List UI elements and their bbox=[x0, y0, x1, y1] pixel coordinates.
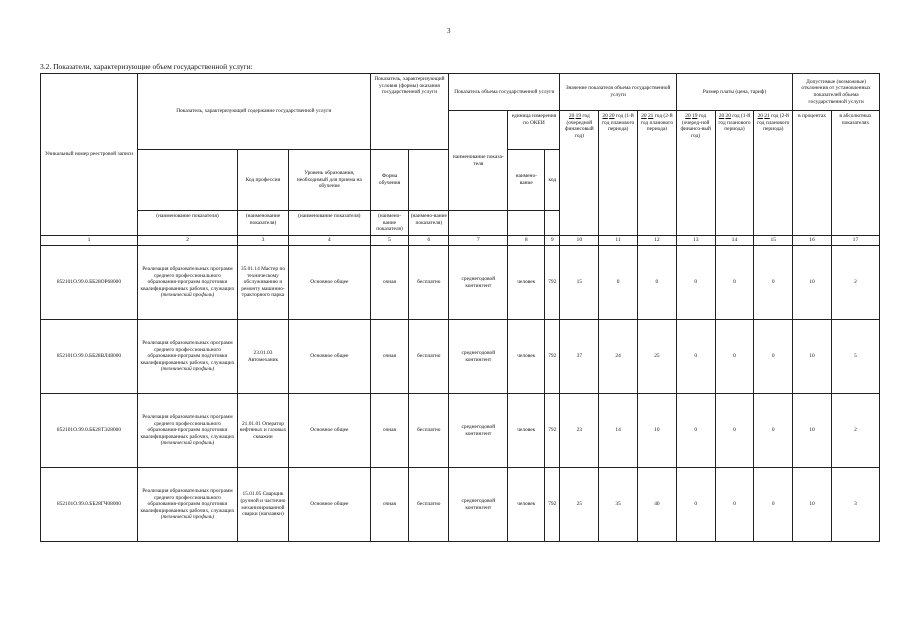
column-number: 1 bbox=[41, 236, 138, 246]
program-note: (технический профиль) bbox=[160, 366, 215, 373]
header-unit-code: код bbox=[545, 150, 560, 211]
payment-year-3: 0 bbox=[754, 394, 793, 468]
profession-code: 23.01.03 Автомеханик bbox=[237, 320, 288, 394]
indicator-name: среднегодовой контингент bbox=[449, 394, 508, 468]
payment-year-2: 0 bbox=[715, 468, 754, 542]
value-year-3: 40 bbox=[638, 468, 677, 542]
column-number: 3 bbox=[237, 236, 288, 246]
year2-value: 20 bbox=[609, 113, 615, 119]
column-number: 10 bbox=[560, 236, 599, 246]
header-volume-indicator: Показатель объема государственной услуги bbox=[449, 74, 560, 111]
value-year-2: 14 bbox=[599, 394, 638, 468]
column-number: 6 bbox=[409, 236, 449, 246]
cost-type: бесплатно bbox=[409, 246, 449, 320]
column-number: 5 bbox=[370, 236, 409, 246]
program-note: (технический профиль) bbox=[160, 440, 215, 447]
column-number: 7 bbox=[449, 236, 508, 246]
payment-year-1: 0 bbox=[676, 246, 715, 320]
education-level: Основное общее bbox=[288, 468, 370, 542]
pay3-prefix: 20 bbox=[757, 113, 763, 119]
volume-indicators-table bbox=[40, 73, 880, 542]
header-pay-3 bbox=[754, 111, 793, 236]
header-education-level: Уровень образования, необходимый для приема на обучение bbox=[288, 150, 370, 211]
profession-code: 21.01.01 Оператор нефтяных и газовых скважин bbox=[237, 394, 288, 468]
program-text: Реализация образовательных программ среднего профессионального образования-программ подготовки квалифицированных рабочих, служащих bbox=[140, 340, 235, 366]
table-row bbox=[41, 468, 880, 542]
table-row bbox=[41, 246, 880, 320]
value-year-3: 0 bbox=[638, 246, 677, 320]
pay1-suffix: год (очеред-ной финансо-вый год) bbox=[680, 113, 711, 139]
deviation-absolute: 5 bbox=[831, 320, 879, 394]
pay3-value: 21 bbox=[764, 113, 770, 119]
unit-code: 792 bbox=[545, 320, 560, 394]
program-text: Реализация образовательных программ среднего профессионального образования-программ подготовки квалифицированных рабочих, служащих bbox=[140, 488, 235, 514]
registry-number: 852101О.99.0.ББ28ТЭ28000 bbox=[41, 394, 138, 468]
profession-code: 35.01.14 Мастер по техническому обслуживанию и ремонту машинно-тракторного парка bbox=[237, 246, 288, 320]
payment-year-2: 0 bbox=[715, 394, 754, 468]
column-number: 16 bbox=[793, 236, 832, 246]
column-numbers-row bbox=[41, 236, 880, 246]
payment-year-2: 0 bbox=[715, 320, 754, 394]
label-name-of-indicator: (наимено-вание показателя) bbox=[409, 211, 449, 236]
deviation-percent: 10 bbox=[793, 320, 832, 394]
header-year-3 bbox=[638, 111, 677, 236]
value-year-2: 35 bbox=[599, 468, 638, 542]
pay2-prefix: 20 bbox=[718, 113, 725, 119]
profession-code: 15.01.05 Сварщик (ручной и частично механизированной сварки (наплавки) bbox=[237, 468, 288, 542]
unit-name: человек bbox=[508, 394, 545, 468]
cost-type: бесплатно bbox=[409, 394, 449, 468]
value-year-1: 25 bbox=[560, 468, 599, 542]
header-empty-cell bbox=[508, 211, 545, 236]
payment-year-2: 0 bbox=[715, 246, 754, 320]
unit-code: 792 bbox=[545, 246, 560, 320]
pay3-suffix: год (2-й год планового периода) bbox=[757, 113, 790, 133]
header-in-absolute: в абсолютных показателях bbox=[831, 111, 879, 236]
year3-suffix: год (2-й год планового периода) bbox=[640, 113, 674, 133]
page-number: 3 bbox=[447, 27, 451, 35]
column-number: 8 bbox=[508, 236, 545, 246]
column-number: 12 bbox=[638, 236, 677, 246]
header-year-1 bbox=[560, 111, 599, 236]
deviation-percent: 10 bbox=[793, 394, 832, 468]
year1-value: 19 bbox=[575, 113, 582, 119]
unit-name: человек bbox=[508, 320, 545, 394]
education-level: Основное общее bbox=[288, 394, 370, 468]
deviation-absolute: 2 bbox=[831, 394, 879, 468]
column-number: 17 bbox=[831, 236, 879, 246]
registry-number: 852101О.99.0.ББ28ГЧ08000 bbox=[41, 468, 138, 542]
column-number: 4 bbox=[288, 236, 370, 246]
header-volume-values: Значение показателя объема государственной услуги bbox=[560, 74, 676, 111]
header-payment-size: Размер платы (цена, тариф) bbox=[676, 74, 792, 111]
header-unit-name: наимено-вание bbox=[508, 150, 545, 211]
header-pay-1 bbox=[676, 111, 715, 236]
payment-year-1: 0 bbox=[676, 394, 715, 468]
program-text: Реализация образовательных программ среднего профессионального образования-программ подготовки квалифицированных рабочих, служащих bbox=[140, 266, 235, 292]
form-of-study: очная bbox=[370, 246, 409, 320]
section-title: 3.2. Показатели, характеризующие объем государственной услуги: bbox=[40, 62, 253, 71]
year1-suffix: год (очередной финансовый год) bbox=[564, 113, 594, 139]
program-name bbox=[137, 320, 237, 394]
form-of-study: очная bbox=[370, 394, 409, 468]
payment-year-1: 0 bbox=[676, 320, 715, 394]
header-in-percent: в процентах bbox=[793, 111, 832, 236]
label-name-of-indicator: (наименование показателя) bbox=[237, 211, 288, 236]
year3-prefix: 20 bbox=[641, 113, 647, 119]
header-empty-cell bbox=[449, 211, 508, 236]
column-number: 11 bbox=[599, 236, 638, 246]
payment-year-3: 0 bbox=[754, 468, 793, 542]
program-note: (технический профиль) bbox=[160, 292, 215, 299]
table-row bbox=[41, 320, 880, 394]
program-text: Реализация образовательных программ среднего профессионального образования-программ подготовки квалифицированных рабочих, служащих bbox=[140, 414, 235, 440]
indicator-name: среднегодовой контингент bbox=[449, 468, 508, 542]
value-year-1: 23 bbox=[560, 394, 599, 468]
column-number: 9 bbox=[545, 236, 560, 246]
program-name bbox=[137, 468, 237, 542]
registry-number: 852101О.99.0.ББ28ВЛ48000 bbox=[41, 320, 138, 394]
header-indicator-name: наименование показа-теля bbox=[449, 111, 508, 211]
header-pay-2 bbox=[715, 111, 754, 236]
program-name bbox=[137, 394, 237, 468]
payment-year-3: 0 bbox=[754, 246, 793, 320]
year3-value: 21 bbox=[647, 113, 654, 119]
value-year-3: 10 bbox=[638, 394, 677, 468]
pay1-value: 19 bbox=[692, 113, 698, 119]
deviation-absolute: 3 bbox=[831, 468, 879, 542]
header-profession-code: Код профессии bbox=[237, 150, 288, 211]
form-of-study: очная bbox=[370, 320, 409, 394]
header-conditions-indicator: Показатель, характеризующий условия (формы) оказания государственной услуги bbox=[370, 74, 449, 150]
value-year-2: 24 bbox=[599, 320, 638, 394]
unit-name: человек bbox=[508, 246, 545, 320]
label-name-of-indicator: (наименование показателя) bbox=[288, 211, 370, 236]
pay1-prefix: 20 bbox=[685, 113, 691, 119]
label-name-of-indicator: (наименование показателя) bbox=[137, 211, 237, 236]
column-number: 14 bbox=[715, 236, 754, 246]
indicator-name: среднегодовой контингент bbox=[449, 320, 508, 394]
year1-prefix: 20 bbox=[568, 113, 575, 119]
header-empty-cell bbox=[137, 150, 237, 211]
value-year-1: 15 bbox=[560, 246, 599, 320]
table-row bbox=[41, 394, 880, 468]
cost-type: бесплатно bbox=[409, 468, 449, 542]
education-level: Основное общее bbox=[288, 320, 370, 394]
deviation-percent: 10 bbox=[793, 468, 832, 542]
indicator-name: среднегодовой контингент bbox=[449, 246, 508, 320]
unit-code: 792 bbox=[545, 394, 560, 468]
header-empty-cell bbox=[545, 211, 560, 236]
value-year-3: 25 bbox=[638, 320, 677, 394]
header-unit-okei: единица измерения по ОКЕИ bbox=[508, 111, 560, 150]
header-content-indicator: Показатель, характеризующий содержание государственной услуги bbox=[137, 74, 370, 150]
payment-year-1: 0 bbox=[676, 468, 715, 542]
registry-number: 852101О.99.0.ББ28ОР68000 bbox=[41, 246, 138, 320]
deviation-absolute: 2 bbox=[831, 246, 879, 320]
unit-code: 792 bbox=[545, 468, 560, 542]
cost-type: бесплатно bbox=[409, 320, 449, 394]
pay2-suffix: год (1-й год планового периода) bbox=[718, 113, 751, 133]
education-level: Основное общее bbox=[288, 246, 370, 320]
value-year-2: 0 bbox=[599, 246, 638, 320]
unit-name: человек bbox=[508, 468, 545, 542]
year2-suffix: год (1-й год планового периода) bbox=[601, 113, 635, 133]
column-number: 13 bbox=[676, 236, 715, 246]
program-name bbox=[137, 246, 237, 320]
value-year-1: 37 bbox=[560, 320, 599, 394]
program-note: (технический профиль) bbox=[160, 514, 215, 521]
form-of-study: очная bbox=[370, 468, 409, 542]
column-number: 2 bbox=[137, 236, 237, 246]
pay2-value: 20 bbox=[725, 113, 731, 119]
label-name-of-indicator: (наимено-вание показателя) bbox=[370, 211, 409, 236]
header-registry-number: Уникальный номер реестровой записи bbox=[41, 74, 138, 236]
header-empty-cell bbox=[409, 150, 449, 211]
header-deviations: Допустимые (возможные) отклонения от установленных показателей объема государственной услуги bbox=[793, 74, 880, 111]
column-number: 15 bbox=[754, 236, 793, 246]
header-form-of-study: Форма обучения bbox=[370, 150, 409, 211]
payment-year-3: 0 bbox=[754, 320, 793, 394]
header-year-2 bbox=[599, 111, 638, 236]
year2-prefix: 20 bbox=[602, 113, 608, 119]
deviation-percent: 10 bbox=[793, 246, 832, 320]
